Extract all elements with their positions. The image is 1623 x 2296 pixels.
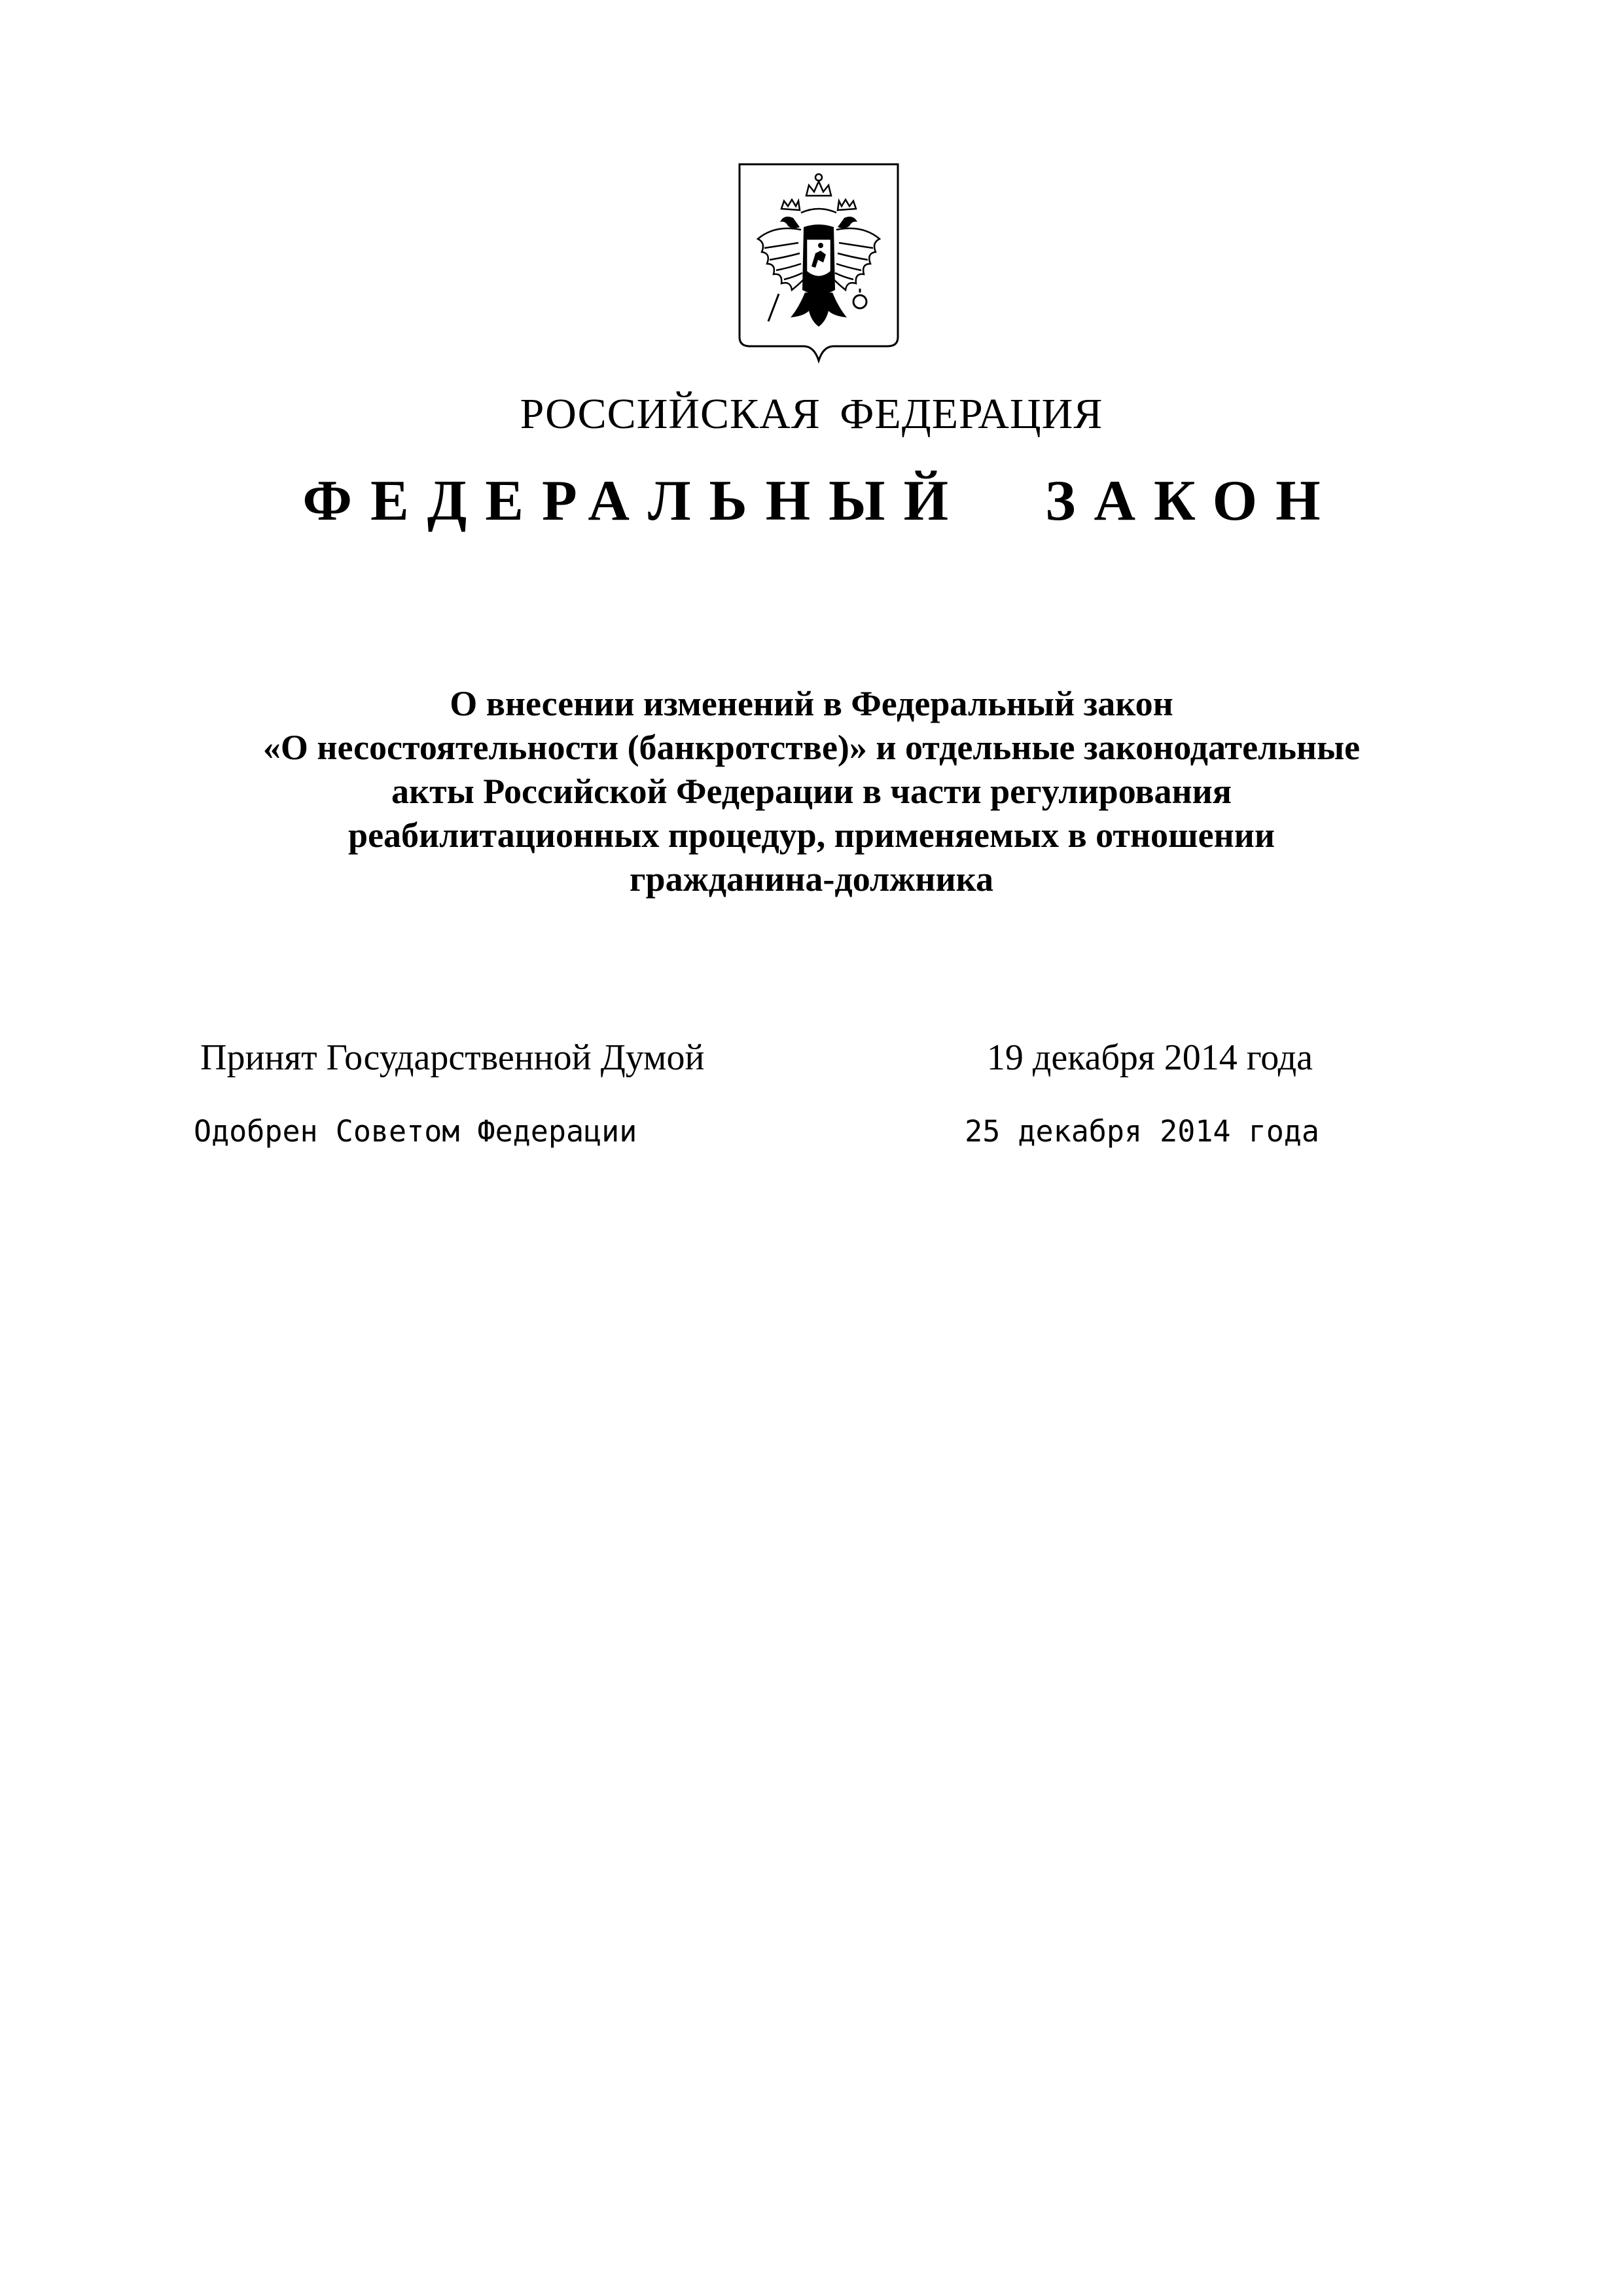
document-type-heading: ФЕДЕРАЛЬНЫЙ ЗАКОН	[302, 469, 1339, 533]
adoption-duma-date: 19 декабря 2014 года	[986, 1037, 1313, 1078]
adoption-duma-label: Принят Государственной Думой	[200, 1037, 705, 1078]
country-name: РОССИЙСКАЯ ФЕДЕРАЦИЯ	[520, 390, 1103, 438]
coat-of-arms-icon	[736, 162, 902, 363]
adoption-council-date: 25 декабря 2014 года	[965, 1114, 1319, 1149]
law-title-line: «О несостоятельности (банкротстве)» и отдельные законодательные	[262, 728, 1361, 767]
law-title-line: О внесении изменений в Федеральный закон	[450, 684, 1173, 723]
adoption-council-label: Одобрен Советом Федерации	[194, 1114, 637, 1149]
law-title-line: реабилитационных процедур, применяемых в отношении	[348, 816, 1275, 855]
adoption-duma-row	[0, 1039, 1623, 1079]
adoption-council-row	[0, 1114, 1623, 1156]
law-title	[0, 686, 1623, 905]
law-title-line: акты Российской Федерации в части регулирования	[391, 772, 1232, 811]
law-title-line: гражданина-должника	[630, 859, 993, 899]
